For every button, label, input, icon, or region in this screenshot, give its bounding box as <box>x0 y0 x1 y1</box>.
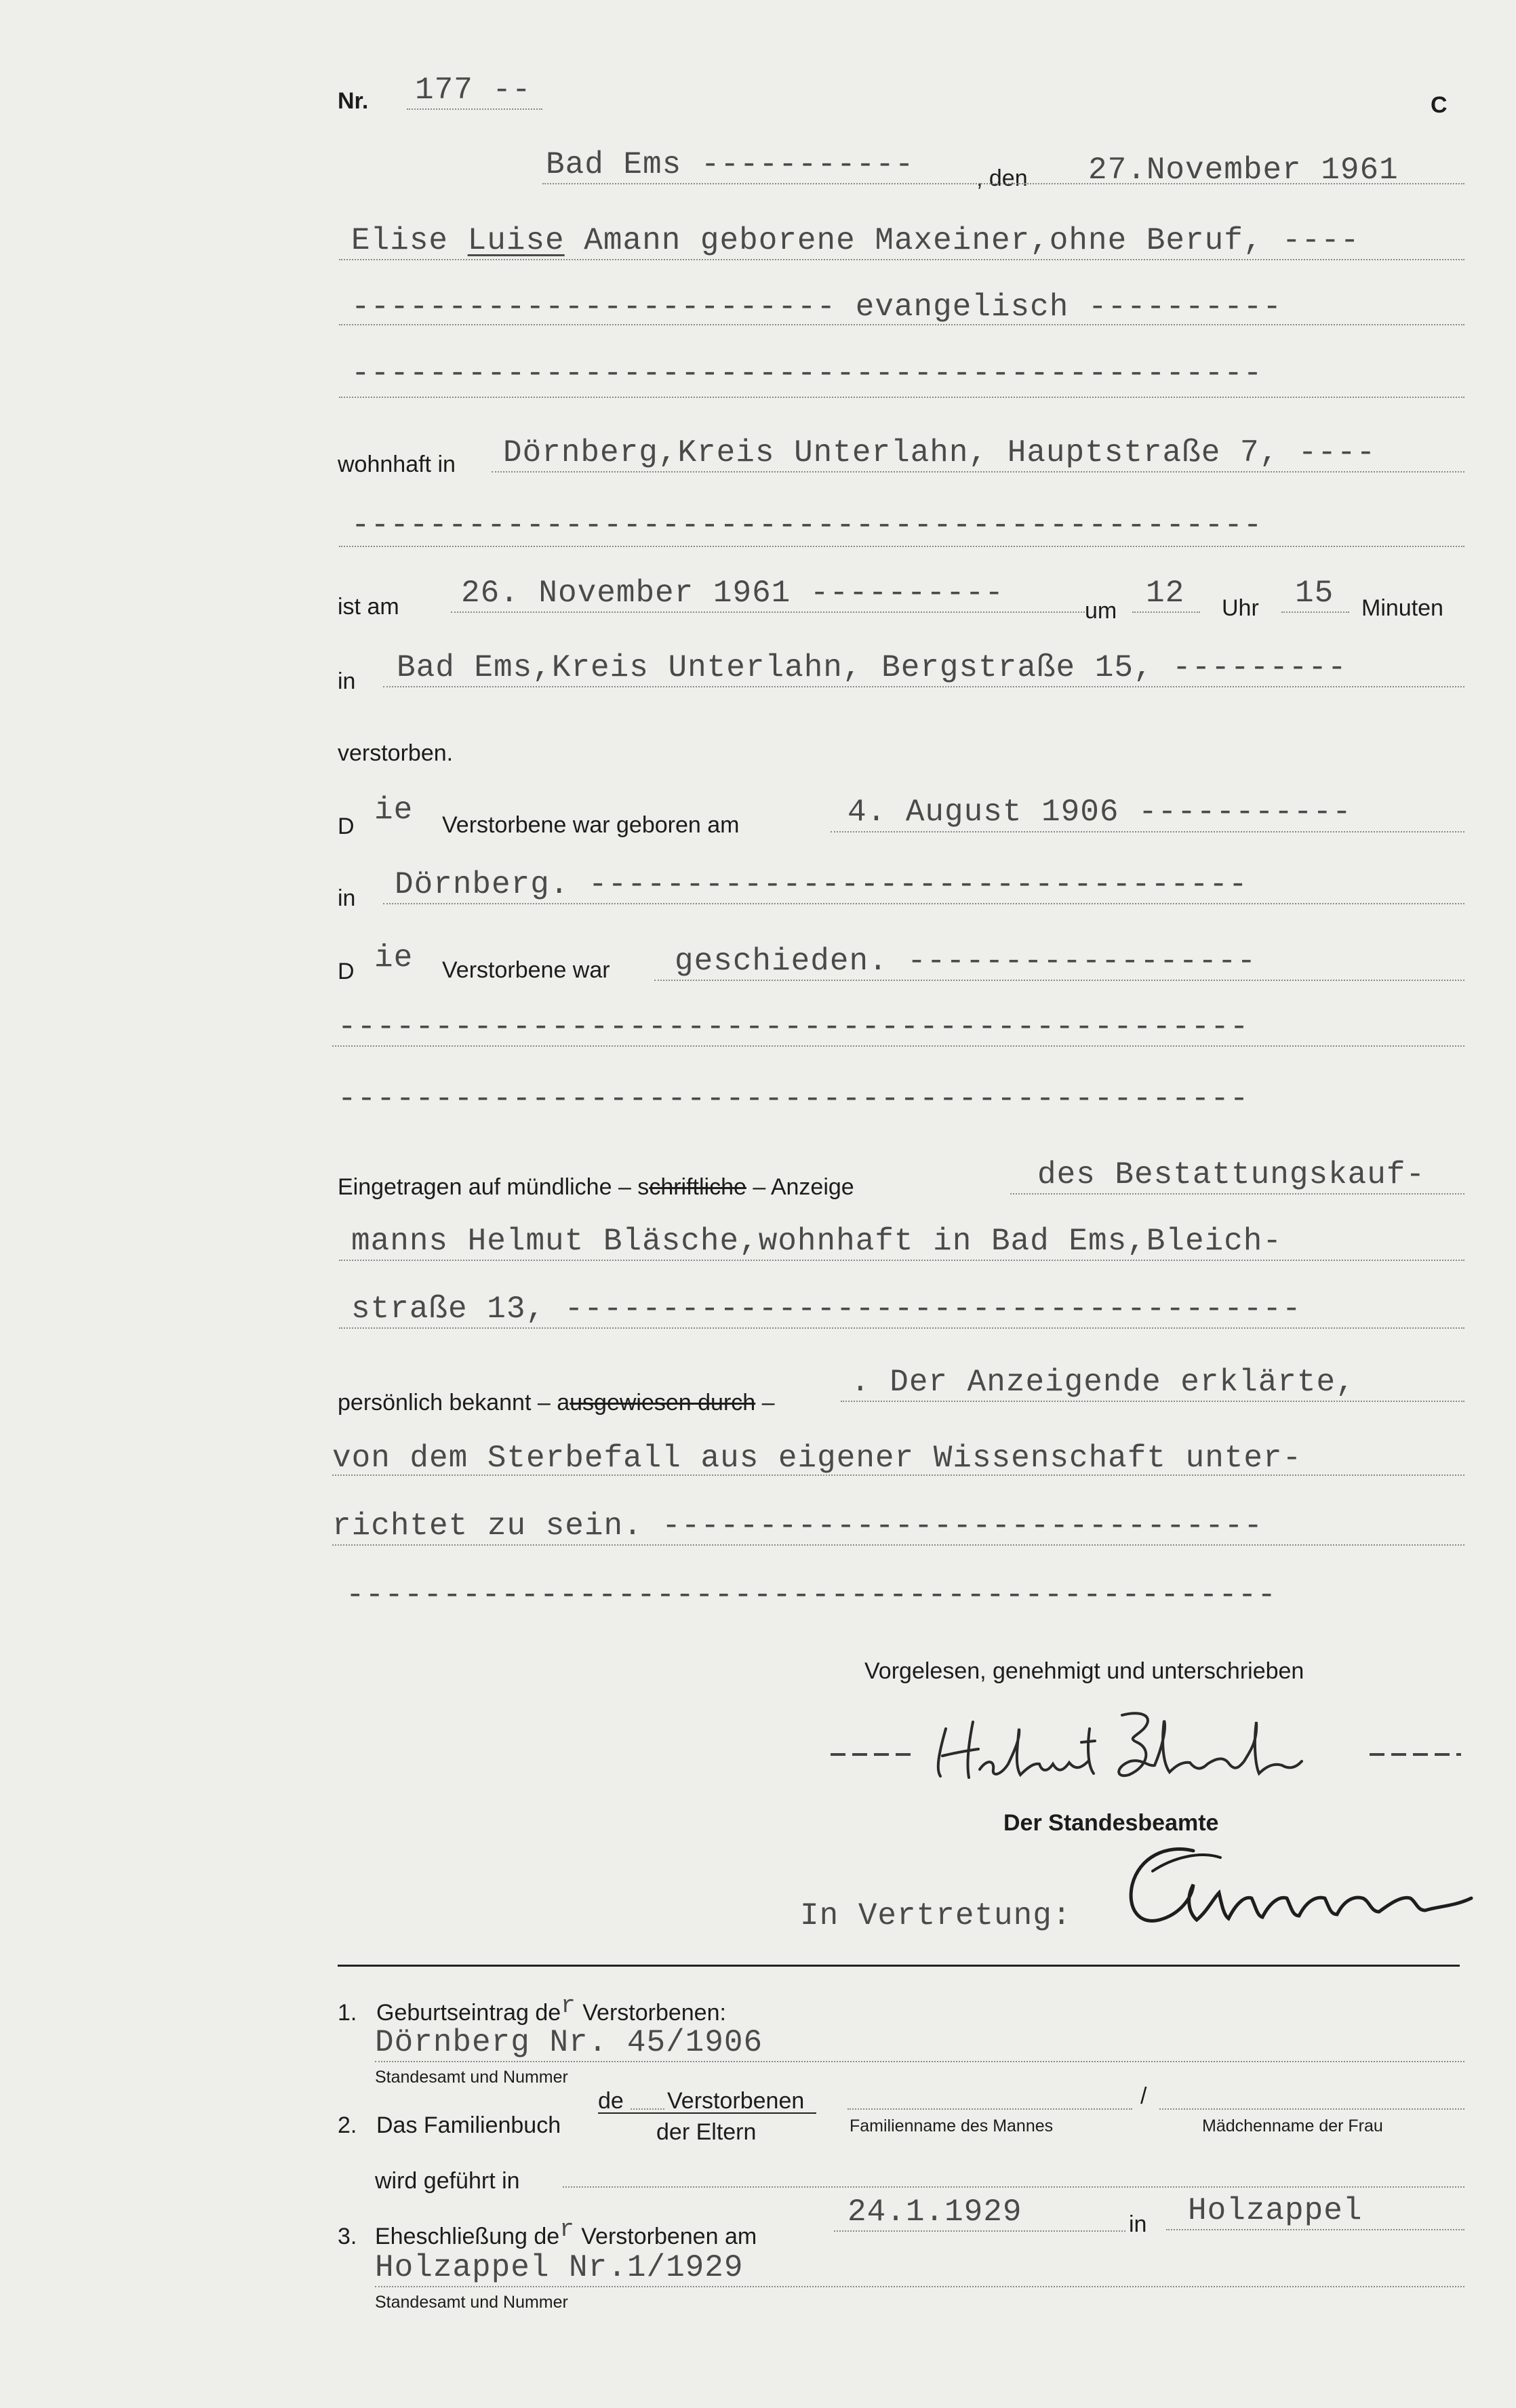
registrar-signature <box>1112 1830 1492 1946</box>
residence-label: wohnhaft in <box>338 452 456 477</box>
note-2-verstorbenen: Verstorbenen <box>667 2088 805 2114</box>
register-number-line <box>407 108 542 110</box>
birth-date-line <box>831 831 1464 832</box>
birth-place: Dörnberg. ---------------------------------- <box>395 867 1248 902</box>
birth-label: Verstorbene war geboren am <box>442 812 740 838</box>
marriage-place-line <box>1166 2229 1464 2230</box>
birth-in-label: in <box>338 885 356 911</box>
note-2-slash: / <box>1140 2083 1147 2109</box>
birth-date: 4. August 1906 ----------- <box>847 795 1352 830</box>
report-line-1: des Bestattungskauf- <box>1037 1157 1426 1192</box>
marriage-place: Holzappel <box>1188 2193 1363 2228</box>
death-minutes: 15 <box>1295 576 1334 611</box>
note-2-de: de <box>598 2088 624 2114</box>
wife-name-caption: Mädchenname der Frau <box>1202 2116 1383 2135</box>
report-dotted-1 <box>1010 1193 1464 1195</box>
marital-filler-2: ----------------------------------------------- <box>338 1081 1250 1117</box>
note-3-label: Eheschließung der Verstorbenen am <box>375 2215 757 2249</box>
filler-line: ----------------------------------------------- <box>351 356 1263 391</box>
ist-am-label: ist am <box>338 594 399 620</box>
residence-filler: ----------------------------------------------- <box>351 508 1263 543</box>
report-line-7: ------------------------------------------------ <box>346 1578 1277 1613</box>
note-1-num: 1. <box>338 2000 357 2026</box>
residence-line <box>492 471 1464 473</box>
marital-d-label: D <box>338 959 355 984</box>
report-line-3: straße 13, -------------------------------------- <box>351 1291 1302 1327</box>
marriage-date-line <box>834 2230 1125 2232</box>
filler-dotted-line <box>339 397 1464 398</box>
report-line-2: manns Helmut Bläsche,wohnhaft in Bad Ems,Bleich- <box>351 1224 1283 1259</box>
note-2-fraction-line <box>598 2112 816 2114</box>
um-label: um <box>1085 598 1117 624</box>
report-dotted-5 <box>332 1474 1464 1476</box>
report-line-5: von dem Sterbefall aus eigener Wissenschaft unter- <box>332 1441 1302 1476</box>
marital-filler-1: ----------------------------------------------- <box>338 1009 1250 1045</box>
report-dotted-6 <box>332 1544 1464 1546</box>
report-dotted-2 <box>339 1260 1464 1261</box>
death-date: 26. November 1961 ---------- <box>461 576 1004 611</box>
note-3-in: in <box>1129 2211 1147 2237</box>
register-number: 177 -- <box>415 73 532 108</box>
husband-name-caption: Familienname des Mannes <box>850 2116 1054 2135</box>
marital-d-suffix: ie <box>374 940 414 976</box>
note-1-label: Geburtseintrag der Verstorbenen: <box>376 1992 726 2026</box>
struck-schriftliche: chriftliche <box>649 1174 746 1200</box>
note-2-de-line <box>631 2108 664 2110</box>
marriage-registry-entry: Holzappel Nr.1/1929 <box>375 2250 744 2285</box>
den-label: , den <box>976 165 1028 191</box>
registrar-label: Der Standesbeamte <box>1003 1810 1219 1836</box>
birth-d-label: D <box>338 814 355 839</box>
call-name: Luise <box>467 223 565 258</box>
struck-ausgewiesen: usgewiesen durch <box>570 1390 756 1416</box>
registry-place: Bad Ems ----------- <box>546 147 915 182</box>
date-line <box>542 183 1464 184</box>
death-place: Bad Ems,Kreis Unterlahn, Bergstraße 15, --------- <box>397 650 1347 685</box>
corner-letter: C <box>1431 92 1448 118</box>
husband-name-line <box>847 2108 1132 2110</box>
minutes-line <box>1281 611 1349 613</box>
note-3-num: 3. <box>338 2224 357 2249</box>
verstorben-label: verstorben. <box>338 740 454 766</box>
note-2-num: 2. <box>338 2112 357 2138</box>
gefuehrt-line <box>563 2186 1464 2188</box>
marital-status: geschieden. ------------------ <box>675 944 1257 979</box>
uhr-label: Uhr <box>1222 595 1259 621</box>
marriage-date: 24.1.1929 <box>847 2194 1022 2230</box>
note-1-line <box>375 2061 1464 2062</box>
registration-date: 27.November 1961 <box>1088 153 1399 188</box>
marital-line <box>654 980 1464 981</box>
note-2-gefuehrt: wird geführt in <box>375 2168 520 2194</box>
name-line <box>339 259 1464 260</box>
note-2-eltern: der Eltern <box>656 2119 757 2145</box>
report-label: Eingetragen auf mündliche – schriftliche – Anzeige <box>338 1174 854 1200</box>
read-approved-label: Vorgelesen, genehmigt und unterschrieben <box>864 1658 1304 1684</box>
residence-value: Dörnberg,Kreis Unterlahn, Hauptstraße 7, ---- <box>503 435 1376 470</box>
religion-line <box>339 324 1464 325</box>
in-vertretung: In Vertretung: <box>800 1898 1072 1933</box>
report-dotted-4 <box>841 1401 1464 1402</box>
minuten-label: Minuten <box>1361 595 1443 621</box>
death-hour: 12 <box>1146 576 1185 611</box>
note-2-label: Das Familienbuch <box>376 2112 561 2138</box>
birth-registry-entry: Dörnberg Nr. 45/1906 <box>375 2025 763 2060</box>
report-line-4: . Der Anzeigende erklärte, <box>851 1365 1355 1400</box>
known-label: persönlich bekannt – ausgewiesen durch – <box>338 1390 775 1416</box>
death-place-line <box>383 686 1464 687</box>
religion: ------------------------- evangelisch ---------- <box>351 289 1283 325</box>
report-line-6: richtet zu sein. ------------------------------- <box>332 1508 1264 1544</box>
hour-line <box>1132 611 1200 613</box>
marital-dotted-1 <box>332 1045 1464 1047</box>
wife-name-line <box>1159 2108 1464 2110</box>
report-dotted-3 <box>339 1327 1464 1329</box>
note-3-caption: Standesamt und Nummer <box>375 2293 568 2312</box>
residence-dotted-line <box>339 546 1464 547</box>
note-3-line <box>375 2286 1464 2287</box>
notes-separator <box>338 1965 1460 1967</box>
death-in-label: in <box>338 668 356 694</box>
nr-label: Nr. <box>338 88 369 114</box>
informant-signature <box>824 1702 1471 1790</box>
deceased-name: Elise Luise Amann geborene Maxeiner,ohne Beruf, ---- <box>351 223 1360 258</box>
birth-d-suffix: ie <box>374 792 414 828</box>
death-date-line <box>451 611 1085 613</box>
note-1-caption: Standesamt und Nummer <box>375 2068 568 2087</box>
birth-place-line <box>383 903 1464 904</box>
marital-label: Verstorbene war <box>442 957 610 983</box>
